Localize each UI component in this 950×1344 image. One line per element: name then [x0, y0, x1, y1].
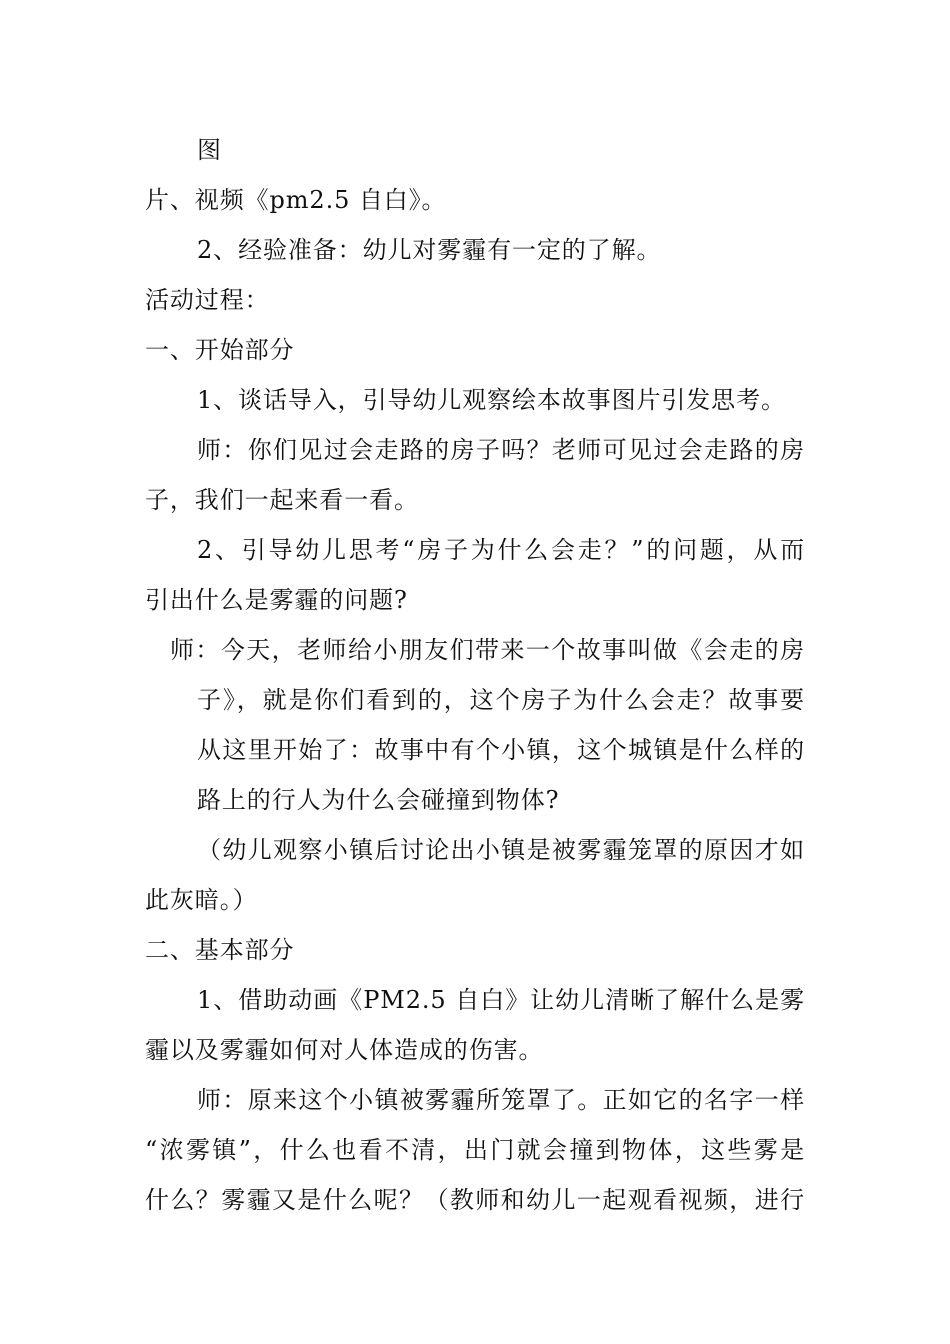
text-line: 子，我们一起来看一看。	[145, 486, 419, 514]
text-line: 什么？雾霾又是什么呢？（教师和幼儿一起观看视频，进行	[145, 1186, 805, 1214]
text-line: 2、经验准备：幼儿对雾霾有一定的了解。	[197, 236, 662, 264]
section-heading: 活动过程：	[145, 286, 270, 314]
text-line: 引出什么是雾霾的问题?	[145, 586, 408, 614]
text-line: 霾以及雾霾如何对人体造成的伤害。	[145, 1036, 544, 1064]
section-heading: 一、开始部分	[145, 336, 295, 364]
text-line: 师：原来这个小镇被雾霾所笼罩了。正如它的名字一样	[197, 1086, 805, 1114]
text-line: 从这里开始了：故事中有个小镇，这个城镇是什么样的	[197, 736, 805, 764]
text-line: “浓雾镇”，什么也看不清，出门就会撞到物体，这些雾是	[145, 1136, 805, 1164]
text-line: 师：你们见过会走路的房子吗？老师可见过会走路的房	[197, 436, 805, 464]
text-line: 师：今天，老师给小朋友们带来一个故事叫做《会走的房	[170, 636, 805, 664]
text-line: 1、谈话导入，引导幼儿观察绘本故事图片引发思考。	[197, 386, 786, 414]
text-line: 子》，就是你们看到的，这个房子为什么会走？故事要	[197, 686, 805, 714]
text-line: 路上的行人为什么会碰撞到物体?	[197, 786, 560, 814]
text-line: 图	[197, 136, 222, 164]
text-line: 2、引导幼儿思考“房子为什么会走？”的问题，从而	[197, 536, 805, 564]
section-heading: 二、基本部分	[145, 936, 295, 964]
text-line: 1、借助动画《PM2.5 自白》让幼儿清晰了解什么是雾	[197, 986, 805, 1014]
text-line: 此灰暗。）	[145, 886, 258, 914]
text-line: 片、视频《pm2.5 自白》。	[145, 186, 447, 214]
text-line: （幼儿观察小镇后讨论出小镇是被雾霾笼罩的原因才如	[197, 836, 805, 864]
